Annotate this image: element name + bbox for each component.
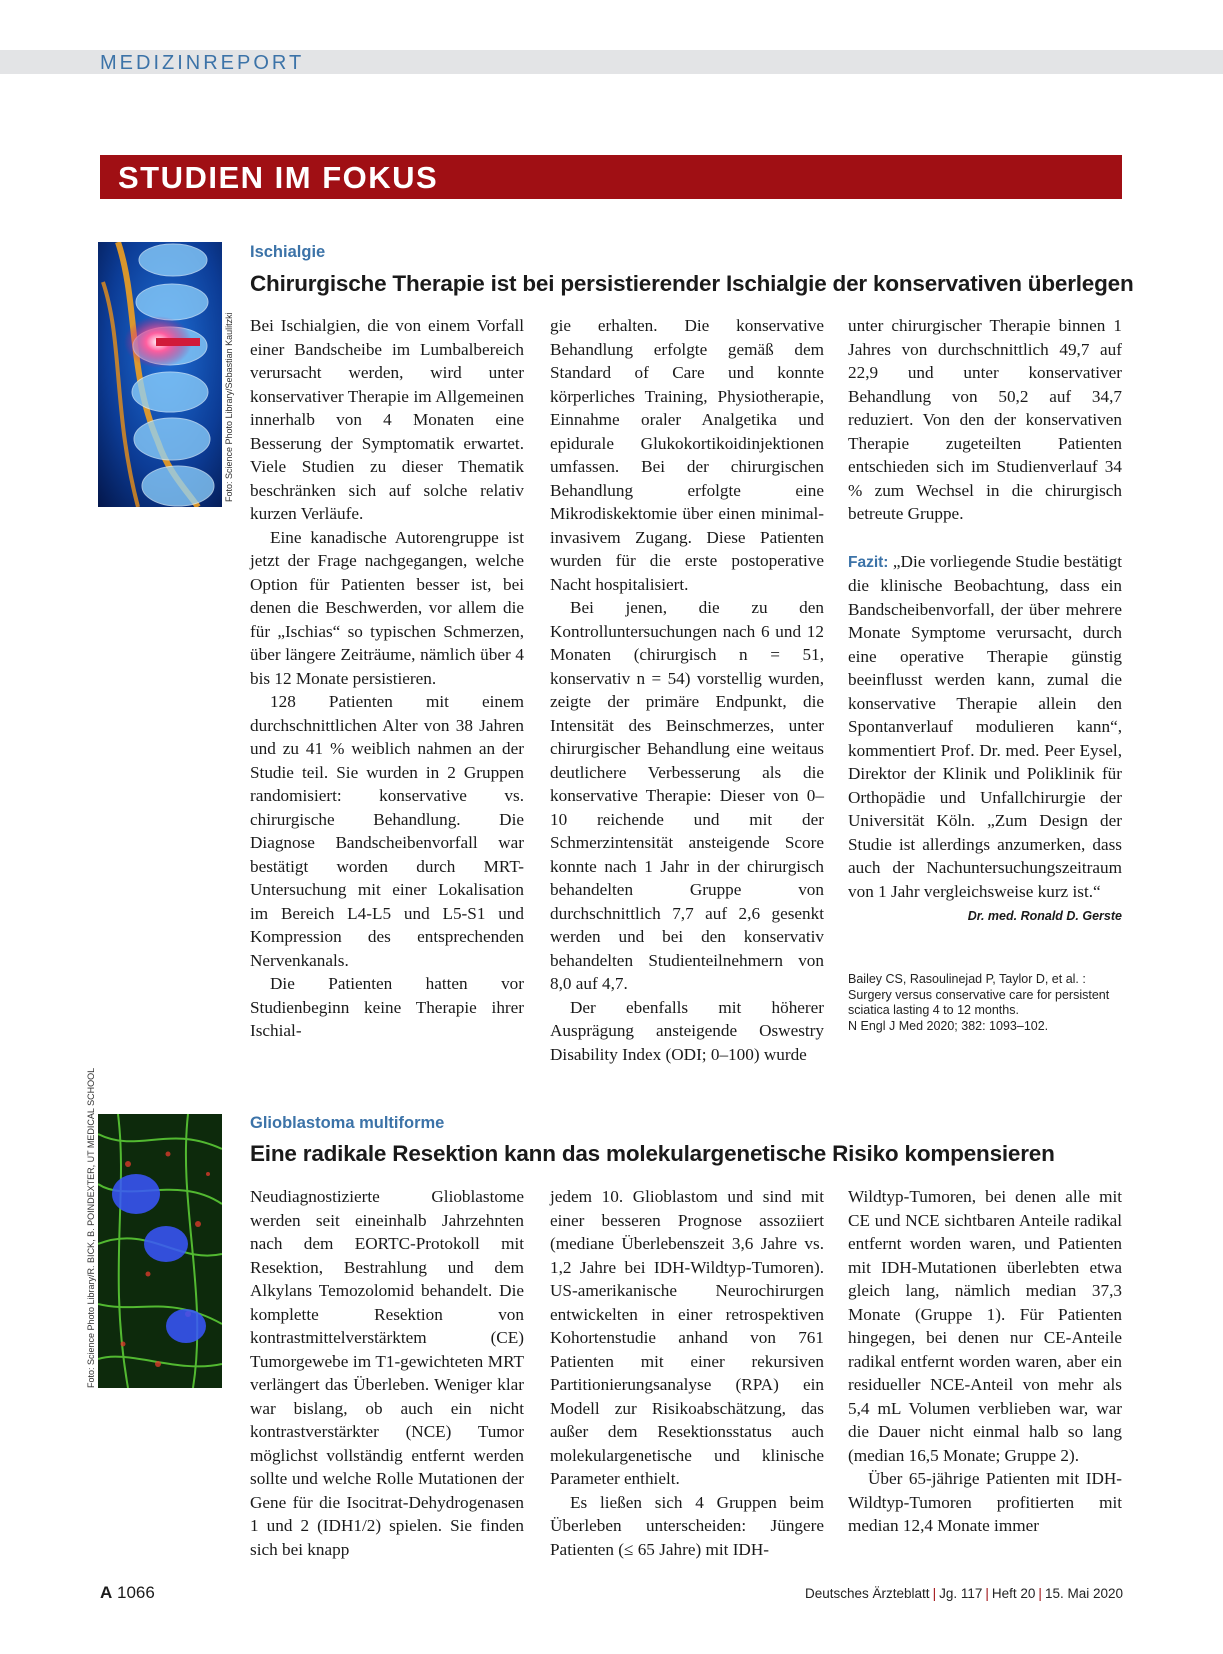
article-headline: Chirurgische Therapie ist bei persistierender Ischialgie der konservativen überlegen <box>250 271 1134 296</box>
photo-credit: Foto: Science Photo Library/R. BICK, B. POINDEXTER, UT MEDICAL SCHOOL <box>86 1067 96 1388</box>
paragraph: Über 65-jährige Patienten mit IDH-Wildtyp-Tumoren profitierten mit median 12,4 Monate immer <box>848 1469 1122 1535</box>
article-column-1 <box>250 1185 524 1561</box>
article-column-2 <box>550 1185 824 1561</box>
page-number-value: 1066 <box>117 1583 155 1602</box>
paragraph: gie erhalten. Die konservative Behandlung erfolgte gemäß dem Standard of Care und konnte körperliches Training, Physiotherapie, Einnahme oraler Analgetika und epidurale Glukokortikoidinjektionen umfassen. Bei der chirurgischen Behandlung erfolgte eine Mikrodiskektomie über einen minimal-invasivem Zugang. Diese Patienten wurden für die erste postoperative Nacht hospitalisiert. <box>550 316 824 594</box>
article-column-3 <box>848 1185 1122 1538</box>
paragraph: Eine kanadische Autorengruppe ist jetzt der Frage nachgegangen, welche Option für Patienten besser ist, bei denen die Beschwerden, vor allem die für „Ischias“ so typischen Schmerzen, über längere Zeiträume, nämlich über 4 bis 12 Monate persistieren. <box>250 527 524 688</box>
spine-illustration <box>98 242 222 507</box>
journal-info <box>805 1586 1123 1601</box>
article-column-2 <box>550 314 824 1066</box>
banner-title: STUDIEN IM FOKUS <box>118 160 439 195</box>
separator: | <box>985 1586 989 1601</box>
journal-volume: Jg. 117 <box>939 1586 983 1601</box>
paragraph: Es ließen sich 4 Gruppen beim Überleben unterscheiden: Jüngere Patienten (≤ 65 Jahre) mit IDH- <box>550 1492 824 1559</box>
article-kicker: Ischialgie <box>250 243 326 261</box>
separator: | <box>932 1586 937 1601</box>
reference-source: N Engl J Med 2020; 382: 1093–102. <box>848 1018 1049 1033</box>
reference <box>848 972 1128 1034</box>
journal-name: Deutsches Ärzteblatt <box>805 1586 930 1601</box>
paragraph: Bei Ischialgien, die von einem Vorfall einer Bandscheibe im Lumbalbereich verursacht werden, wird unter konservativer Therapie im Allgemeinen innerhalb von 4 Monaten eine Besserung der Symptomatik erwartet. Viele Studien zu dieser Thematik beschränken sich auf solche relativ kurzen Verläufe. <box>250 316 524 523</box>
paragraph: Neudiagnostizierte Glioblastome werden seit eineinhalb Jahrzehnten nach dem EORTC-Protokoll mit Resektion, Bestrahlung und dem Alkylans Temozolomid behandelt. Die komplette Resektion von kontrastmittelverstärktem (CE) Tumorgewebe im T1-gewichteten MRT verlängert das Überleben. Weniger klar war bislang, ob auch ein nicht kontrastverstärkter (NCE) Tumor möglichst vollständig entfernt werden sollte und welche Rolle Mutationen der Gene für die Isocitrat-Dehydrogenasen 1 und 2 (IDH1/2) spielen. Sie finden sich bei knapp <box>250 1187 524 1559</box>
microscopy-photo <box>98 1114 222 1388</box>
section-banner <box>100 155 1122 199</box>
separator: | <box>1038 1586 1042 1601</box>
paragraph: Wildtyp-Tumoren, bei denen alle mit CE und NCE sichtbaren Anteile radikal entfernt worden waren, und Patienten mit IDH-Mutationen überlebten etwa gleich lang, nämlich median 37,3 Monate (Gruppe 1). Für Patienten hingegen, bei denen nur CE-Anteile radikal entfernt worden waren, aber ein residueller NCE-Anteil von mehr als 5,4 mL Volumen verblieben war, war die Dauer nicht einmal halb so lang (median 16,5 Monate; Gruppe 2). <box>848 1187 1122 1465</box>
fazit-paragraph <box>848 550 1123 923</box>
fazit-label: Fazit: <box>848 553 889 571</box>
section-label: MEDIZINREPORT <box>100 52 305 74</box>
paragraph: unter chirurgischer Therapie binnen 1 Jahres von durchschnittlich 49,7 auf 22,9 und unter konservativer Behandlung von 50,2 auf 34,7 reduziert. Von den der konservativen Therapie zugeteilten Patienten entschieden sich im Studienverlauf 34 % zum Wechsel in die chirurgisch betreute Gruppe. <box>848 316 1122 523</box>
microscopy-illustration <box>98 1114 222 1388</box>
reference-citation: Bailey CS, Rasoulinejad P, Taylor D, et al. : Surgery versus conservative care for persistent sciatica lasting 4 to 12 months. <box>848 972 1110 1017</box>
journal-issue: Heft 20 <box>991 1586 1036 1601</box>
page-prefix: A <box>100 1583 113 1602</box>
journal-date: 15. Mai 2020 <box>1044 1586 1123 1601</box>
spine-photo <box>98 242 222 507</box>
paragraph: Der ebenfalls mit höherer Ausprägung ansteigende Oswestry Disability Index (ODI; 0–100) wurde <box>550 997 824 1064</box>
author-byline: Dr. med. Ronald D. Gerste <box>967 909 1122 923</box>
paragraph: 128 Patienten mit einem durchschnittlichen Alter von 38 Jahren und zu 41 % weiblich nahmen an der Studie teil. Sie wurden in 2 Gruppen randomisiert: konservative vs. chirurgische Behandlung. Die Diagnose Bandscheibenvorfall war bestätigt worden durch MRT-Untersuchung mit einer Lokalisation im Bereich L4-L5 und L5-S1 und Kompression des entsprechenden Nervenkanals. <box>250 692 524 970</box>
article-column-1 <box>250 314 524 1043</box>
article-headline: Eine radikale Resektion kann das molekulargenetische Risiko kompensieren <box>250 1141 1055 1166</box>
page-number <box>100 1583 155 1603</box>
paragraph: Bei jenen, die zu den Kontrolluntersuchungen nach 6 und 12 Monaten (chirurgisch n = 51, konservativ n = 54) vorstellig wurden, zeigte der primäre Endpunkt, die Intensität des Beinschmerzes, unter chirurgischer Behandlung eine weitaus deutlichere Verbesserung als die konservative Therapie: Dieser von 0–10 reichende und mit der Schmerzintensität ansteigende Score konnte nach 1 Jahr in der chirurgisch behandelten Gruppe von durchschnittlich 7,7 auf 2,6 gesenkt werden und bei den konservativ behandelten Studienteilnehmern von 8,0 auf 4,7. <box>550 598 824 993</box>
photo-credit: Foto: Science Photo Library/Sebastian Kaulitzki <box>224 312 234 502</box>
article-kicker: Glioblastoma multiforme <box>250 1114 445 1132</box>
article-column-3 <box>848 314 1122 929</box>
paragraph: Die Patienten hatten vor Studienbeginn keine Therapie ihrer Ischial- <box>250 974 524 1040</box>
fazit-text: „Die vorliegende Studie bestätigt die klinische Beobachtung, dass ein Bandscheibenvorfall, der über mehrere Monate Symptome verursacht, durch eine operative Therapie günstig beeinflusst werden kann, zumal die konservative Therapie allein den Spontanverlauf modulieren kann“, kommentiert Prof. Dr. med. Peer Eysel, Direktor der Klinik und Poliklinik für Orthopädie und Unfallchirurgie der Universität Köln. „Zum Design der Studie ist allerdings anzumerken, dass auch der Nachuntersuchungszeitraum von 1 Jahr vergleichsweise kurz ist.“ <box>848 551 1123 901</box>
paragraph: jedem 10. Glioblastom und sind mit einer besseren Prognose assoziiert (mediane Überlebenszeit 3,6 Jahre vs. 1,2 Jahre bei IDH-Wildtyp-Tumoren). US-amerikanische Neurochirurgen entwickelten in einer retrospektiven Kohortenstudie anhand von 761 Patienten mit einer rekursiven Partitionierungsanalyse (RPA) ein Modell zur Risikoabschätzung, das außer dem Resektionsstatus auch molekulargenetische und klinische Parameter enthielt. <box>550 1187 824 1488</box>
